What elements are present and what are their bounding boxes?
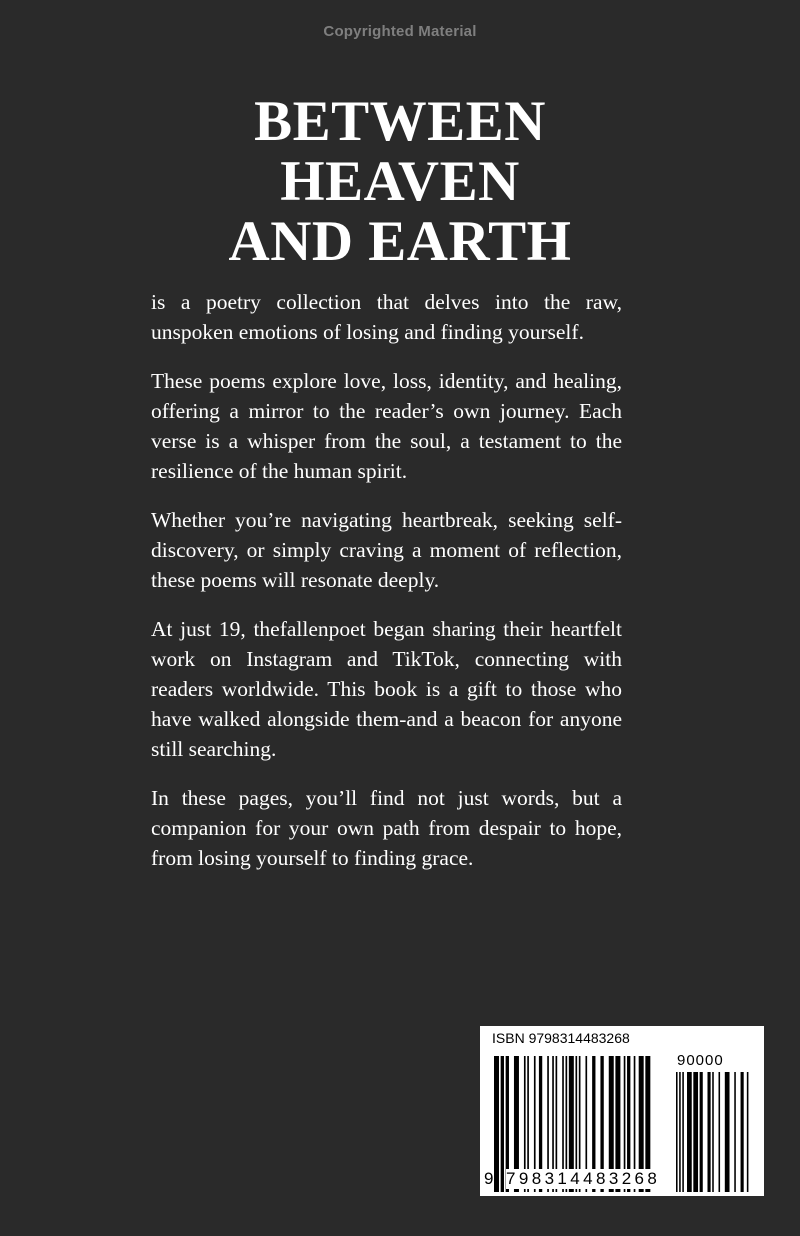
barcode-bar: [676, 1072, 678, 1192]
title-line-1: BETWEEN: [254, 90, 546, 153]
barcode-bar: [747, 1072, 749, 1192]
isbn-barcode: [480, 1026, 764, 1196]
description-paragraph-3: Whether you’re navigating heartbreak, seeking self-discovery, or simply craving a moment of reflection, these poems will resonate deeply.: [151, 508, 622, 592]
title-line-2: HEAVEN: [280, 150, 520, 213]
barcode-bar: [734, 1072, 736, 1192]
barcode-bar: [712, 1072, 714, 1192]
barcode-leading-digit: 9: [484, 1169, 494, 1188]
isbn-label: ISBN 9798314483268: [492, 1030, 630, 1046]
barcode-bar: [693, 1072, 698, 1192]
barcode-bar: [679, 1072, 681, 1192]
price-code: 90000: [677, 1052, 724, 1069]
barcode-bar: [501, 1056, 504, 1192]
price-addon-barcode-bars: [676, 1072, 750, 1192]
barcode-bar: [687, 1072, 692, 1192]
copyright-watermark-top: Copyrighted Material: [323, 23, 477, 40]
barcode-bar: [725, 1072, 730, 1192]
barcode-bar: [719, 1072, 721, 1192]
barcode-bar: [682, 1072, 684, 1192]
barcode-bar: [741, 1072, 744, 1192]
barcode-digits: 798314483268: [506, 1169, 661, 1188]
description-paragraph-4: At just 19, thefallenpoet began sharing their heartfelt work on Instagram and TikTok, connecting with readers worldwide. This book is a gift to those who have walked alongside them-and a beacon for anyone still searching.: [151, 617, 622, 761]
barcode-bar: [700, 1072, 703, 1192]
book-description: [151, 287, 622, 892]
description-paragraph-2: These poems explore love, loss, identity, and healing, offering a mirror to the reader’s own journey. Each verse is a whisper from the soul, a testament to the resilience of the human spirit.: [151, 369, 622, 483]
description-paragraph-1: is a poetry collection that delves into the raw, unspoken emotions of losing and finding yourself.: [151, 290, 622, 344]
barcode-bar: [494, 1056, 499, 1192]
barcode-bar: [707, 1072, 710, 1192]
book-title: [0, 92, 800, 272]
description-paragraph-5: In these pages, you’ll find not just words, but a companion for your own path from despair to hope, from losing yourself to finding grace.: [151, 786, 622, 870]
title-line-3: AND EARTH: [228, 210, 572, 273]
